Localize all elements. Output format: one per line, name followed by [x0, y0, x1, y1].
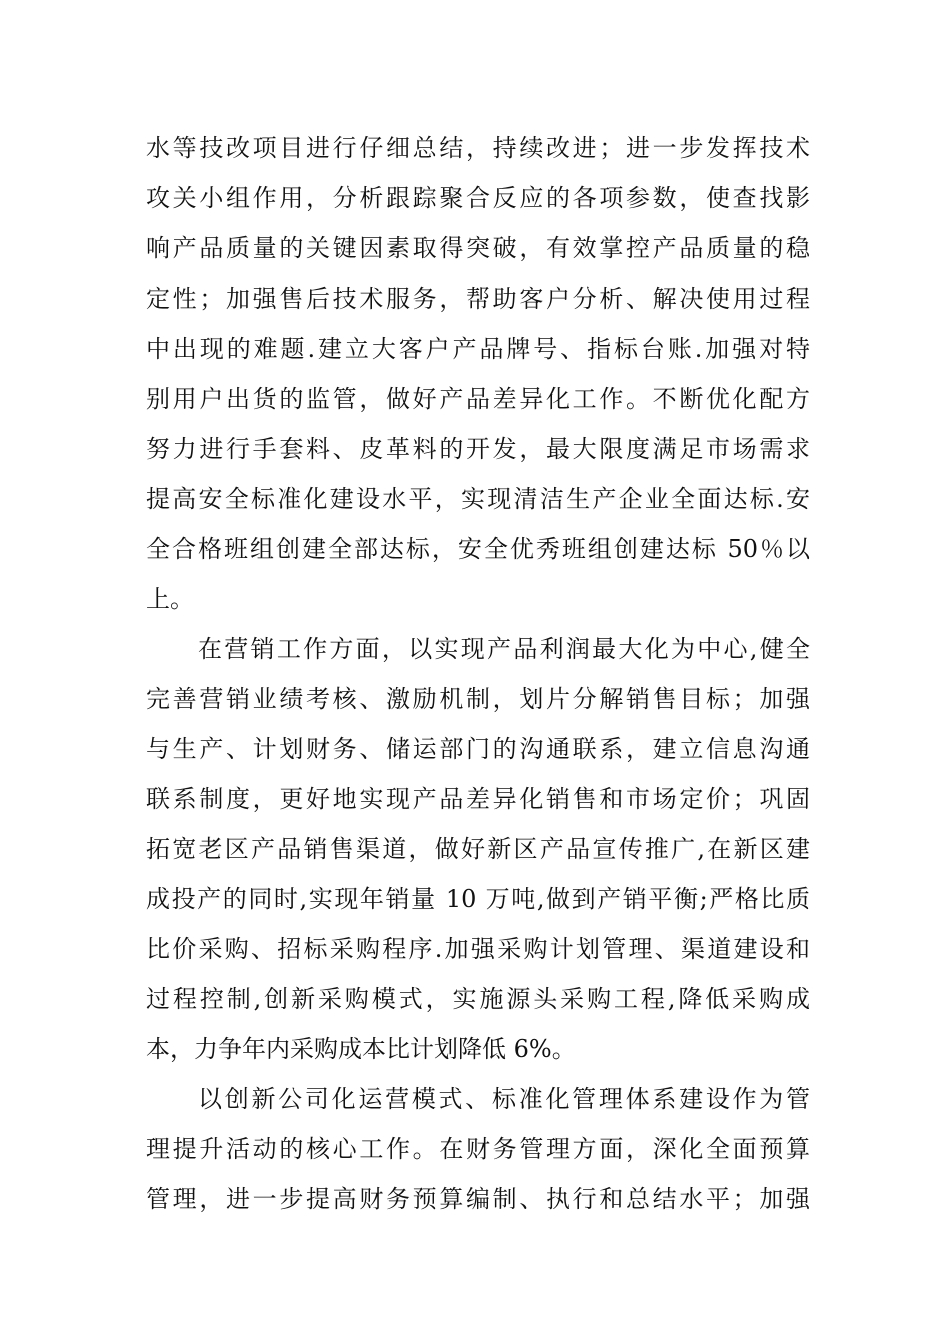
paragraph-line: 本，力争年内采购成本比计划降低 6%。	[146, 1035, 576, 1063]
paragraph-line: 攻关小组作用，分析跟踪聚合反应的各项参数，使查找影	[146, 184, 810, 212]
paragraph-line: 以创新公司化运营模式、标准化管理体系建设作为管	[198, 1085, 810, 1113]
paragraph-line: 水等技改项目进行仔细总结，持续改进；进一步发挥技术	[146, 134, 810, 162]
paragraph-line: 定性；加强售后技术服务，帮助客户分析、解决使用过程	[146, 285, 810, 313]
paragraph-line: 与生产、计划财务、储运部门的沟通联系，建立信息沟通	[146, 735, 810, 763]
paragraph-line: 完善营销业绩考核、激励机制，划片分解销售目标；加强	[146, 685, 810, 713]
paragraph-line: 上。	[146, 585, 194, 613]
paragraph-line: 全合格班组创建全部达标，安全优秀班组创建达标 50％以	[146, 535, 810, 563]
paragraph-line: 过程控制,创新采购模式，实施源头采购工程,降低采购成	[146, 985, 810, 1013]
paragraph-line: 理提升活动的核心工作。在财务管理方面，深化全面预算	[146, 1135, 810, 1163]
paragraph-line: 响产品质量的关键因素取得突破，有效掌控产品质量的稳	[146, 234, 810, 262]
paragraph-line: 提高安全标准化建设水平，实现清洁生产企业全面达标.安	[146, 485, 810, 513]
paragraph-line: 联系制度，更好地实现产品差异化销售和市场定价；巩固	[146, 785, 810, 813]
paragraph-line: 中出现的难题.建立大客户产品牌号、指标台账.加强对特	[146, 335, 810, 363]
paragraph-line: 在营销工作方面，以实现产品利润最大化为中心,健全	[198, 635, 810, 663]
paragraph-line: 成投产的同时,实现年销量 10 万吨,做到产销平衡;严格比质	[146, 885, 810, 913]
paragraph-line: 拓宽老区产品销售渠道，做好新区产品宣传推广,在新区建	[146, 835, 810, 863]
paragraph-line: 管理，进一步提高财务预算编制、执行和总结水平；加强	[146, 1185, 810, 1213]
paragraph-line: 比价采购、招标采购程序.加强采购计划管理、渠道建设和	[146, 935, 810, 963]
paragraph-line: 努力进行手套料、皮革料的开发，最大限度满足市场需求	[146, 435, 810, 463]
paragraph-line: 别用户出货的监管，做好产品差异化工作。不断优化配方	[146, 385, 810, 413]
